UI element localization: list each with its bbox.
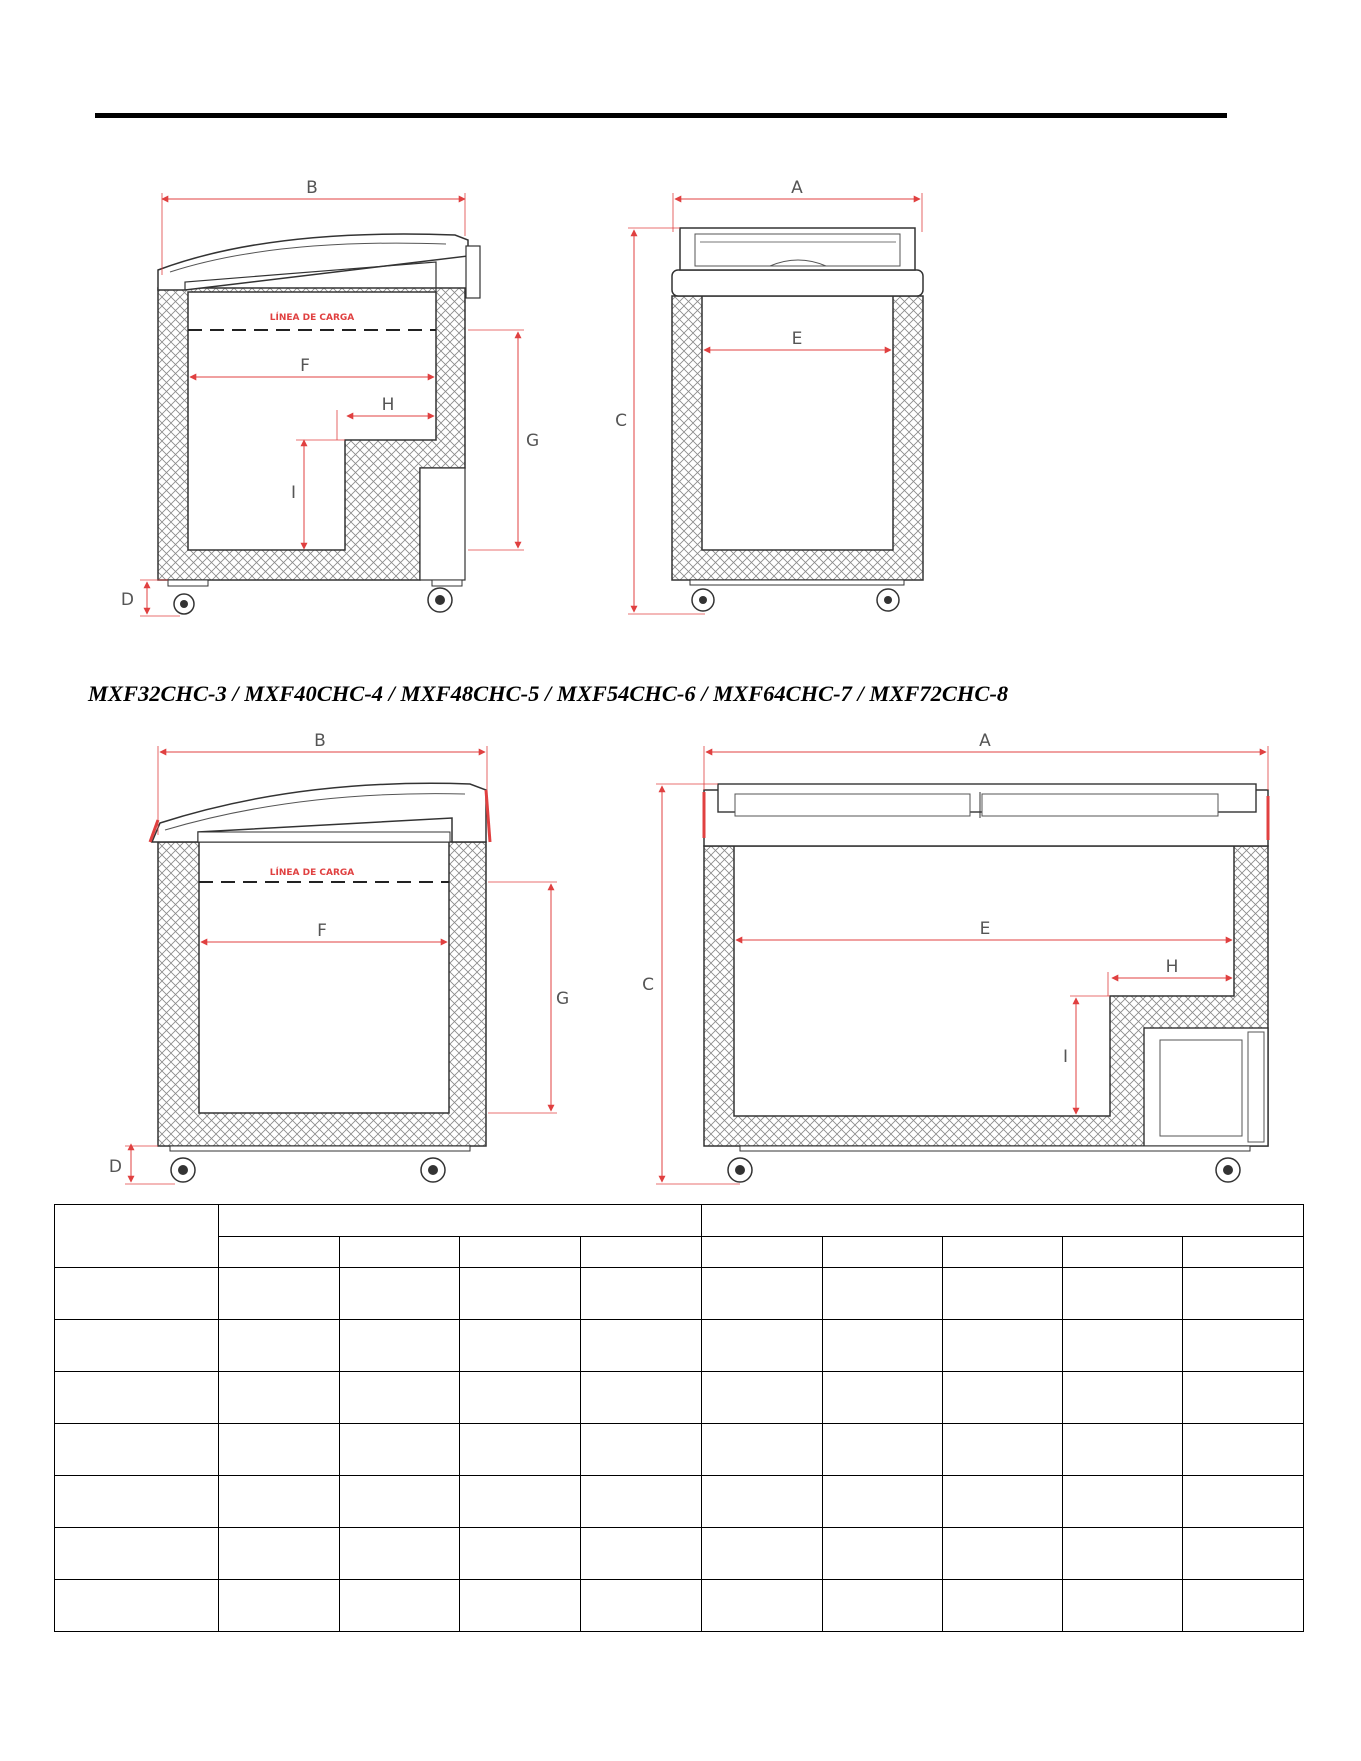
table-group-header (702, 1205, 1304, 1237)
table-cell (1183, 1476, 1304, 1528)
table-cell (1183, 1424, 1304, 1476)
table-cell (219, 1476, 340, 1528)
table-cell (581, 1580, 702, 1632)
table-cell (219, 1268, 340, 1320)
table-subheader-cell (219, 1237, 340, 1268)
table-cell (702, 1580, 823, 1632)
dim-label-i-2: I (1062, 1047, 1068, 1067)
table-cell (1183, 1528, 1304, 1580)
dim-label-b-2: B (314, 731, 326, 751)
table-row-label-cell (55, 1268, 219, 1320)
small-front-view (615, 178, 923, 614)
small-side-view (121, 178, 539, 616)
table-cell (581, 1320, 702, 1372)
table-cell (581, 1372, 702, 1424)
dim-label-d-2: D (108, 1157, 122, 1177)
table-subheader-cell (702, 1237, 823, 1268)
table-cell (460, 1320, 581, 1372)
table-cell (943, 1528, 1063, 1580)
table-group-header (219, 1205, 702, 1237)
table-row (55, 1580, 1304, 1632)
table-cell (943, 1372, 1063, 1424)
dim-label-f-2: F (317, 921, 327, 941)
table-cell (340, 1528, 460, 1580)
table-corner-cell (55, 1205, 219, 1268)
table-cell (1183, 1268, 1304, 1320)
table-header-row (55, 1205, 1304, 1237)
table-row (55, 1268, 1304, 1320)
table-cell (340, 1268, 460, 1320)
table-cell (460, 1528, 581, 1580)
table-cell (1183, 1372, 1304, 1424)
table-subheader-cell (460, 1237, 581, 1268)
dim-label-e-2: E (979, 919, 991, 939)
dim-label-c-1: C (615, 411, 627, 431)
dim-label-a-1: A (791, 178, 803, 198)
large-side-view (109, 731, 569, 1184)
dim-label-g-2: G (556, 989, 570, 1009)
table-cell (1063, 1580, 1183, 1632)
table-cell (460, 1268, 581, 1320)
dim-label-a-2: A (979, 731, 991, 751)
table-row-label-cell (55, 1528, 219, 1580)
dim-label-c-2: C (642, 975, 654, 995)
table-cell (219, 1580, 340, 1632)
table-cell (1063, 1424, 1183, 1476)
table-row-label-cell (55, 1320, 219, 1372)
table-row (55, 1424, 1304, 1476)
table-cell (702, 1268, 823, 1320)
table-cell (1063, 1476, 1183, 1528)
table-cell (460, 1476, 581, 1528)
table-cell (702, 1372, 823, 1424)
table-cell (340, 1580, 460, 1632)
table-cell (943, 1320, 1063, 1372)
table-cell (340, 1424, 460, 1476)
table-cell (219, 1320, 340, 1372)
table-cell (460, 1580, 581, 1632)
table-cell (823, 1372, 943, 1424)
table-cell (219, 1372, 340, 1424)
table-subheader-cell (823, 1237, 943, 1268)
table-subheader-row (55, 1237, 1304, 1268)
large-front-view (642, 731, 1268, 1184)
load-line-label-1: LÍNEA DE CARGA (269, 313, 355, 323)
table-row (55, 1476, 1304, 1528)
table-row-label-cell (55, 1372, 219, 1424)
specifications-table (54, 1204, 1304, 1632)
dim-label-f-1: F (300, 356, 310, 376)
table-cell (823, 1320, 943, 1372)
table-cell (943, 1580, 1063, 1632)
table-cell (581, 1268, 702, 1320)
table-cell (1063, 1372, 1183, 1424)
table-cell (219, 1424, 340, 1476)
dim-label-i-1: I (290, 483, 296, 503)
table-cell (581, 1476, 702, 1528)
table-subheader-cell (340, 1237, 460, 1268)
table-cell (581, 1424, 702, 1476)
dim-label-h-2: H (1165, 957, 1179, 977)
table-cell (1183, 1320, 1304, 1372)
load-line-label-2: LÍNEA DE CARGA (269, 868, 355, 878)
table-cell (823, 1268, 943, 1320)
table-cell (823, 1580, 943, 1632)
models-heading: MXF32CHC-3 / MXF40CHC-4 / MXF48CHC-5 / MXF54CHC-6 / MXF64CHC-7 / MXF72CHC-8 (88, 681, 1009, 706)
table-row-label-cell (55, 1476, 219, 1528)
table-cell (1183, 1580, 1304, 1632)
table-cell (460, 1424, 581, 1476)
table-cell (823, 1476, 943, 1528)
table-cell (702, 1320, 823, 1372)
table-cell (943, 1424, 1063, 1476)
dim-label-b-1: B (306, 178, 318, 198)
table-cell (219, 1528, 340, 1580)
table-cell (1063, 1268, 1183, 1320)
dim-label-h-1: H (381, 395, 395, 415)
table-cell (823, 1528, 943, 1580)
table-cell (943, 1268, 1063, 1320)
table-row (55, 1320, 1304, 1372)
table-row-label-cell (55, 1424, 219, 1476)
table-cell (581, 1528, 702, 1580)
table-cell (702, 1476, 823, 1528)
table-row-label-cell (55, 1580, 219, 1632)
dim-label-e-1: E (791, 329, 803, 349)
table-subheader-cell (943, 1237, 1063, 1268)
table-subheader-cell (1183, 1237, 1304, 1268)
table-row (55, 1528, 1304, 1580)
table-cell (1063, 1528, 1183, 1580)
table-cell (702, 1424, 823, 1476)
table-cell (340, 1372, 460, 1424)
table-row (55, 1372, 1304, 1424)
table-body (55, 1268, 1304, 1632)
table-cell (460, 1372, 581, 1424)
table-cell (943, 1476, 1063, 1528)
table-cell (340, 1320, 460, 1372)
table-subheader-cell (1063, 1237, 1183, 1268)
table-cell (702, 1528, 823, 1580)
table-cell (823, 1424, 943, 1476)
dim-label-g-1: G (526, 431, 540, 451)
table-cell (1063, 1320, 1183, 1372)
table-cell (340, 1476, 460, 1528)
dim-label-d-1: D (120, 590, 134, 610)
table-subheader-cell (581, 1237, 702, 1268)
